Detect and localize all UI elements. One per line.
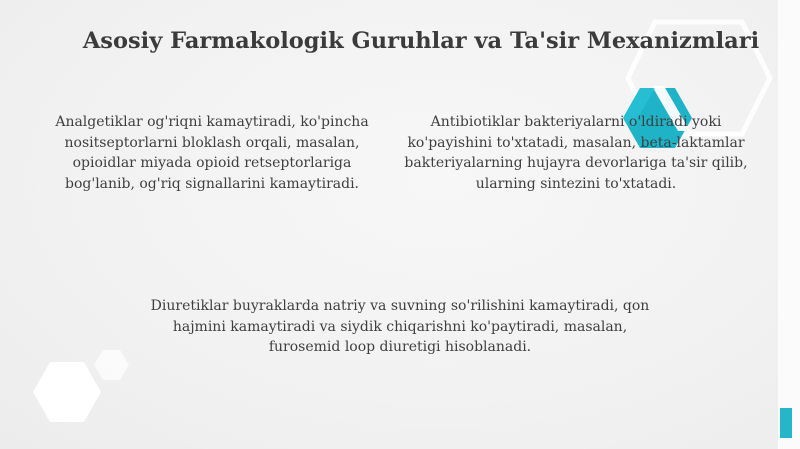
antibiotics-paragraph: Antibiotiklar bakteriyalarni o'ldiradi yoki ko'payishini to'xtatadi, masalan, beta-laktamlar bakteriyalarning hujayra devorlariga ta'sir qilib, ularning sintezini to'xtatadi.	[404, 114, 748, 192]
analgesics-paragraph: Analgetiklar og'riqni kamaytiradi, ko'pincha nositseptorlarni bloklash orqali, masalan, opioidlar miyada opioid retseptorlariga bog'lanib, og'riq signallarini kamaytiradi.	[55, 114, 369, 192]
small-hexagon-decoration	[94, 350, 129, 380]
accent-bar	[780, 408, 792, 438]
right-edge-strip	[778, 0, 800, 449]
white-hexagon-decoration	[33, 362, 101, 422]
slide-title: Asosiy Farmakologik Guruhlar va Ta'sir Mexanizmlari	[82, 28, 760, 54]
diuretics-paragraph: Diuretiklar buyraklarda natriy va suvning so'rilishini kamaytiradi, qon hajmini kamaytiradi va siydik chiqarishni ko'paytiradi, masalan, furosemid loop diuretigi hisoblanadi.	[150, 298, 650, 355]
